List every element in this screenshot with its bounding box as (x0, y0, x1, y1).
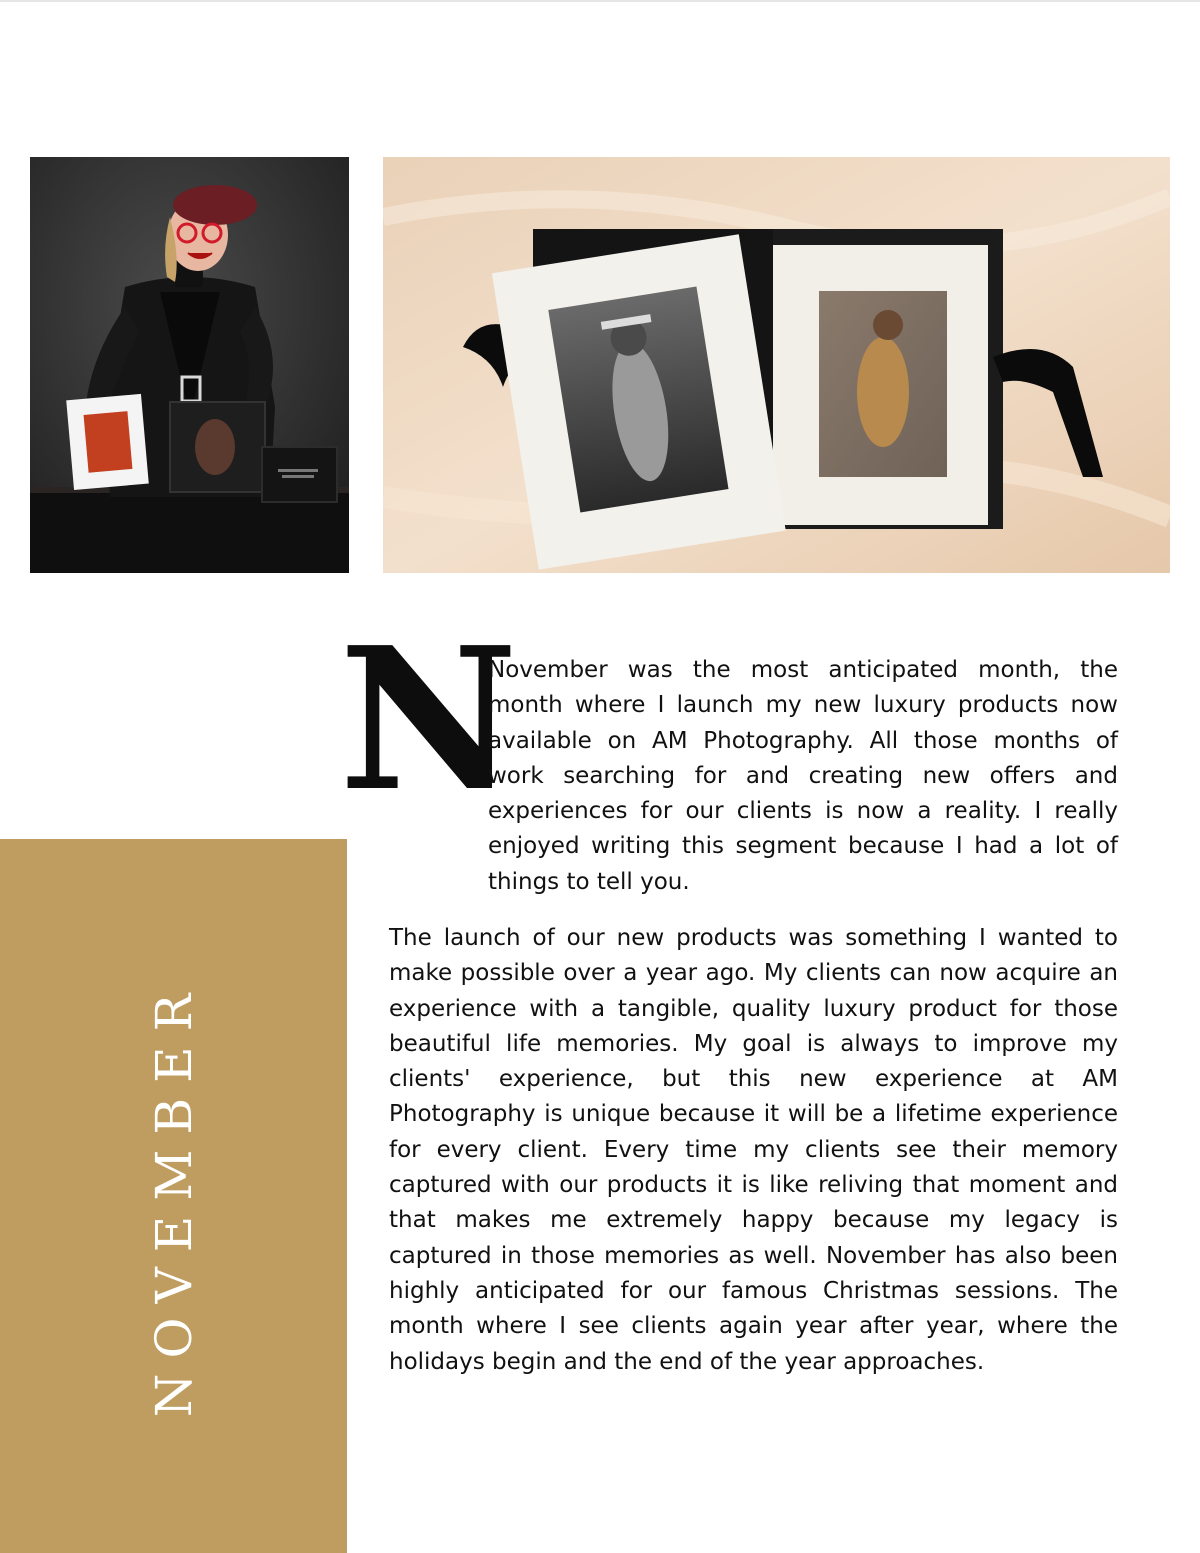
photographer-illustration-icon (30, 157, 349, 573)
body-paragraph: The launch of our new products was something I wanted to make possible over a year ago. My clients can now acquire an experience with a tangible, quality luxury product for those beautiful life memories. My goal is always to improve my clients' experience, but this new experience at AM Photography is unique because it will be a lifetime experience for every client. Every time my clients see their memory captured with our products it is like reliving that moment and that makes me extremely happy because my legacy is captured in those memories as well. November has also been highly anticipated for our famous Christmas sessions. The month where I see clients again year after year, where the holidays begin and the end of the year approaches. (389, 925, 1118, 1375)
print-box-photo (383, 157, 1170, 573)
photographer-photo (30, 157, 349, 573)
intro-paragraph: November was the most anticipated month, the month where I launch my new luxury products now available on AM Photography. All those months of work searching for and creating new offers and experiences for our clients is now a reality. I really enjoyed writing this segment because I had a lot of things to tell you. (488, 657, 1118, 895)
drop-cap: N (339, 605, 519, 835)
month-title: NOVEMBER (145, 978, 203, 1418)
top-rule (0, 0, 1200, 2)
print-box-illustration-icon (383, 157, 1170, 573)
